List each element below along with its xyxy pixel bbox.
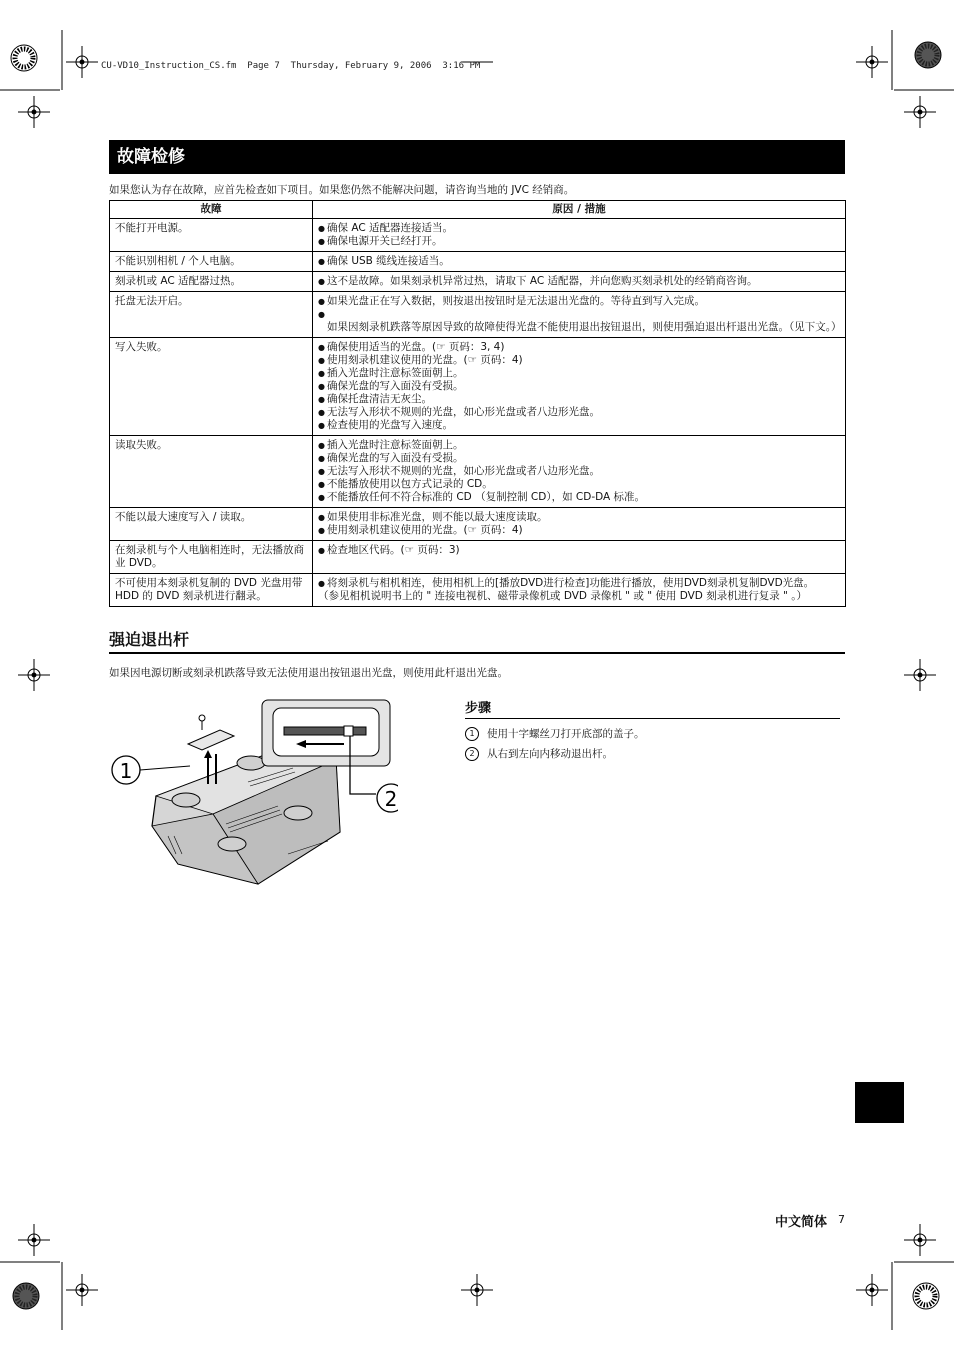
problem-cell: 不能识别相机 / 个人电脑。 (110, 252, 313, 272)
table-row (110, 574, 846, 607)
cause-cell (313, 574, 846, 607)
page-number: 7 (838, 1213, 845, 1226)
cause-item: ● 无法写入形状不规则的光盘，如心形光盘或者八边形光盘。 (318, 406, 840, 419)
column-header-problem: 故障 (110, 201, 313, 219)
cause-item: ● 确保光盘的写入面没有受损。 (318, 380, 840, 393)
troubleshooting-intro: 如果您认为存在故障，应首先检查如下项目。如果您仍然不能解决问题，请咨询当地的 JVC 经销商。 (109, 184, 575, 196)
problem-cell: 写入失败。 (110, 338, 313, 436)
problem-cell: 不能打开电源。 (110, 219, 313, 252)
step-item (465, 746, 613, 761)
cause-cell (313, 436, 846, 508)
cause-item: ● 插入光盘时注意标签面朝上。 (318, 439, 840, 452)
cause-item: ● 如果使用非标准光盘，则不能以最大速度读取。 (318, 511, 840, 524)
problem-cell: 在刻录机与个人电脑相连时，无法播放商业 DVD。 (110, 541, 313, 574)
table-row (110, 436, 846, 508)
cause-cell (313, 219, 846, 252)
table-row (110, 252, 846, 272)
cause-cell (313, 292, 846, 338)
table-row (110, 541, 846, 574)
cause-item: ● 确保电源开关已经打开。 (318, 235, 840, 248)
cause-item: ● 不能播放使用以包方式记录的 CD。 (318, 478, 840, 491)
section-title-force-eject: 强迫退出杆 (109, 627, 845, 654)
problem-cell: 托盘无法开启。 (110, 292, 313, 338)
cause-item: ● 如果因刻录机跌落等原因导致的故障使得光盘不能使用退出按钮退出，则使用强迫退出杆退出光盘。（见下文。） (318, 308, 840, 334)
cause-item: ● 不能播放任何不符合标准的 CD （复制控制 CD），如 CD-DA 标准。 (318, 491, 840, 504)
cause-item: ● 将刻录机与相机相连，使用相机上的[播放DVD进行检查]功能进行播放，使用DVD刻录机复制DVD光盘。 (318, 577, 840, 590)
cause-note: （参见相机说明书上的 " 连接电视机、磁带录像机或 DVD 录像机 " 或 " 使用 DVD 刻录机进行复录 " 。） (318, 590, 807, 602)
cause-item: ● 检查使用的光盘写入速度。 (318, 419, 840, 432)
cause-item: ● 使用刻录机建议使用的光盘。(☞ 页码：4) (318, 354, 840, 367)
table-row (110, 292, 846, 338)
problem-cell: 刻录机或 AC 适配器过热。 (110, 272, 313, 292)
step-text: 从右到左向内移动退出杆。 (487, 748, 613, 760)
cause-item: ● 确保 AC 适配器连接适当。 (318, 222, 840, 235)
table-row (110, 508, 846, 541)
cause-item: ● 使用刻录机建议使用的光盘。(☞ 页码：4) (318, 524, 840, 537)
table-header-row (110, 201, 846, 219)
chapter-tab-marker (855, 1082, 904, 1123)
steps-heading: 步骤 (465, 697, 840, 719)
column-header-cause: 原因 / 措施 (313, 201, 846, 219)
step-item (465, 726, 645, 741)
cause-item: ● 这不是故障。如果刻录机异常过热，请取下 AC 适配器，并向您购买刻录机处的经销商咨询。 (318, 275, 840, 288)
cause-item: ● 如果光盘正在写入数据，则按退出按钮时是无法退出光盘的。等待直到写入完成。 (318, 295, 840, 308)
cause-item: ● 插入光盘时注意标签面朝上。 (318, 367, 840, 380)
cause-cell (313, 541, 846, 574)
force-eject-intro: 如果因电源切断或刻录机跌落导致无法使用退出按钮退出光盘，则使用此杆退出光盘。 (109, 667, 508, 679)
step-text: 使用十字螺丝刀打开底部的盖子。 (487, 728, 645, 740)
cause-item: ● 确保 USB 缆线连接适当。 (318, 255, 840, 268)
problem-cell: 读取失败。 (110, 436, 313, 508)
step-number: 2 (465, 747, 479, 761)
cause-cell (313, 508, 846, 541)
table-row (110, 219, 846, 252)
cause-cell (313, 252, 846, 272)
problem-cell: 不能以最大速度写入 / 读取。 (110, 508, 313, 541)
troubleshooting-table (109, 200, 846, 607)
file-info-header: CU-VD10_Instruction_CS.fm Page 7 Thursday, February 9, 2006 3:16 PM (101, 61, 481, 71)
callout-label-2: 2 (384, 787, 398, 811)
callout-label-1: 1 (119, 759, 133, 783)
section-title-troubleshooting: 故障检修 (109, 140, 845, 174)
cause-item: ● 确保光盘的写入面没有受损。 (318, 452, 840, 465)
table-row (110, 272, 846, 292)
cause-item: ● 无法写入形状不规则的光盘，如心形光盘或者八边形光盘。 (318, 465, 840, 478)
force-eject-illustration (108, 696, 398, 892)
footer-language: 中文简体 (775, 1215, 828, 1230)
cause-item: ● 确保托盘清洁无灰尘。 (318, 393, 840, 406)
cause-item: ● 检查地区代码。(☞ 页码：3) (318, 544, 840, 557)
table-row (110, 338, 846, 436)
cause-cell (313, 338, 846, 436)
step-number: 1 (465, 727, 479, 741)
problem-cell: 不可使用本刻录机复制的 DVD 光盘用带 HDD 的 DVD 刻录机进行翻录。 (110, 574, 313, 607)
cause-item: ● 确保使用适当的光盘。(☞ 页码：3, 4) (318, 341, 840, 354)
cause-cell (313, 272, 846, 292)
